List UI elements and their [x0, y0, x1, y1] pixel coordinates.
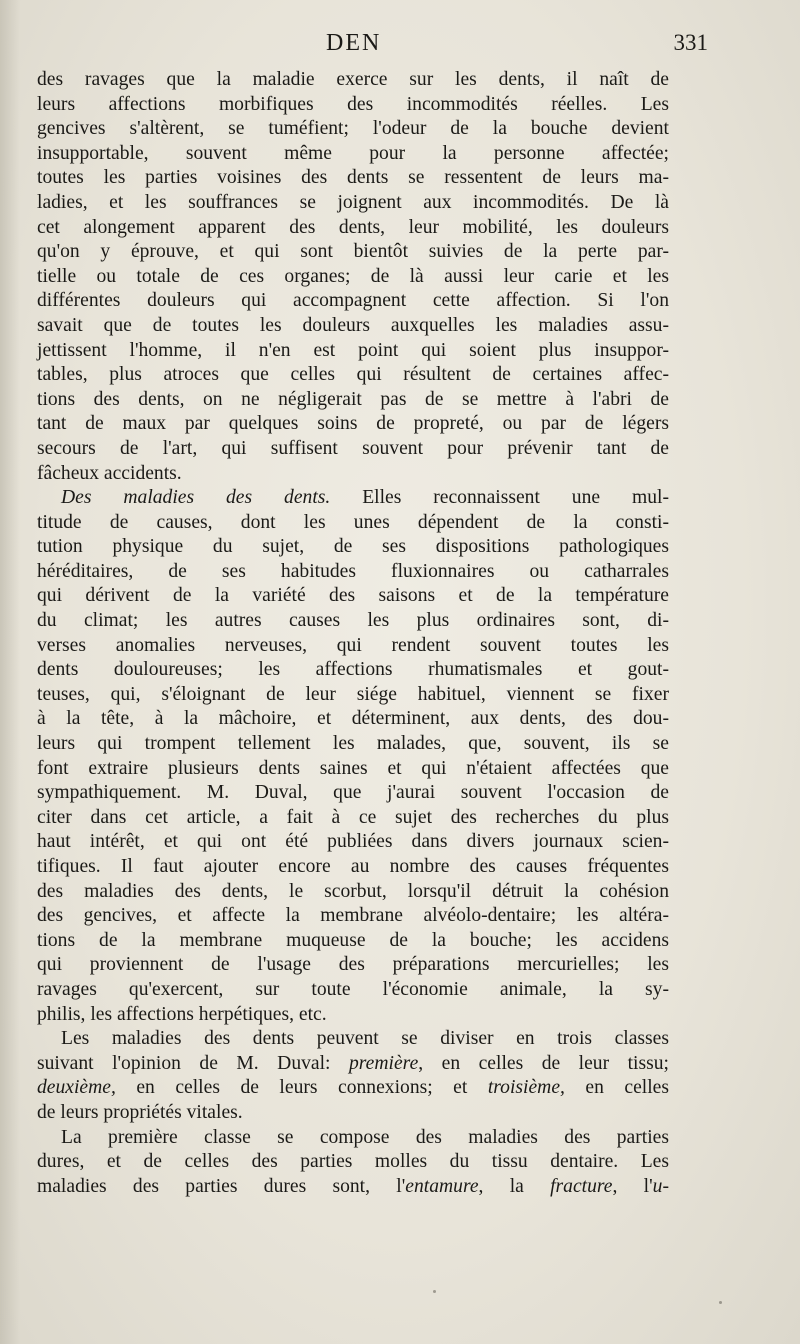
text-fragment: Elles reconnaissent une mul-: [330, 487, 669, 509]
text-line: ravages qu'exercent, sur toute l'économie animale, la sy-: [37, 978, 669, 1000]
text-line: tution physique du sujet, de ses dispositions pathologiques: [37, 536, 669, 558]
text-line: tions des dents, on ne négligerait pas de se mettre à l'abri de: [37, 388, 669, 410]
paragraph-4: [37, 1126, 669, 1200]
paragraph-3: [37, 1027, 669, 1125]
italic-term: deuxième,: [37, 1077, 116, 1099]
text-line: leurs affections morbifiques des incommodités réelles. Les: [37, 93, 669, 115]
text-fragment: suivant l'opinion de M. Duval:: [37, 1052, 349, 1074]
text-fragment: maladies des parties dures sont, l': [37, 1175, 406, 1197]
text-line: des ravages que la maladie exerce sur les dents, il naît de: [37, 69, 669, 90]
italic-term: entamure: [405, 1175, 479, 1197]
text-line: qui dérivent de la variété des saisons et de la température: [37, 585, 669, 607]
text-line: ladies, et les souffrances se joignent aux incommodités. De là: [37, 191, 669, 213]
page-number: 331: [673, 30, 708, 55]
text-line: dures, et de celles des parties molles du tissu dentaire. Les: [37, 1151, 669, 1173]
text-line: dents douloureuses; les affections rhumatismales et gout-: [37, 659, 669, 681]
paragraph-1: [37, 68, 669, 486]
text-line: titude de causes, dont les unes dépendent de la consti-: [37, 511, 669, 533]
text-line: des gencives, et affecte la membrane alvéolo-dentaire; les altéra-: [37, 905, 669, 927]
text-line: toutes les parties voisines des dents se ressentent de leurs ma-: [37, 167, 669, 189]
text-fragment: en celles de leurs connexions; et: [115, 1077, 488, 1099]
text-line: qui proviennent de l'usage des préparations mercurielles; les: [37, 954, 669, 976]
running-head: DEN: [326, 30, 382, 56]
text-fragment: , l': [612, 1175, 653, 1197]
text-line: savait que de toutes les douleurs auxquelles les maladies assu-: [37, 314, 669, 336]
text-line: jettissent l'homme, il n'en est point qui soient plus insuppor-: [37, 339, 669, 361]
text-line: tielle ou totale de ces organes; de là aussi leur carie et les: [37, 265, 669, 287]
paper-speck: [719, 1301, 722, 1304]
text-line: Les maladies des dents peuvent se diviser en trois classes: [61, 1028, 669, 1050]
text-line: teuses, qui, s'éloignant de leur siége habituel, viennent se fixer: [37, 683, 669, 705]
italic-term: troisième,: [487, 1077, 565, 1099]
text-line: [37, 1052, 669, 1077]
text-line: [37, 486, 669, 511]
text-line: cet alongement apparent des dents, leur mobilité, les douleurs: [37, 216, 669, 238]
text-line: verses anomalies nerveuses, qui rendent souvent toutes les: [37, 634, 669, 656]
text-line: secours de l'art, qui suffisent souvent pour prévenir tant de: [37, 437, 669, 459]
text-fragment: , la: [478, 1175, 551, 1197]
text-line: leurs qui trompent tellement les malades, que, souvent, ils se: [37, 733, 669, 755]
text-line: [37, 1175, 669, 1200]
text-line: La première classe se compose des maladies des parties: [61, 1126, 669, 1148]
text-line: haut intérêt, et qui ont été publiées dans divers journaux scien-: [37, 831, 669, 853]
text-line: citer dans cet article, a fait à ce sujet des recherches du plus: [37, 806, 669, 828]
text-line: gencives s'altèrent, se tuméfient; l'odeur de la bouche devient: [37, 118, 669, 140]
text-line: tables, plus atroces que celles qui résultent de certaines affec-: [37, 364, 669, 386]
text-line: à la tête, à la mâchoire, et déterminent, aux dents, des dou-: [37, 708, 669, 730]
text-line: font extraire plusieurs dents saines et qui n'étaient affectées que: [37, 757, 669, 779]
text-fragment: , en celles de leur tissu;: [418, 1052, 669, 1074]
text-line: différentes douleurs qui accompagnent cette affection. Si l'on: [37, 290, 669, 312]
text-line: [37, 1076, 669, 1101]
text-line: héréditaires, de ses habitudes fluxionnaires ou catharrales: [37, 560, 669, 582]
text-line: fâcheux accidents.: [37, 462, 182, 484]
italic-term: u-: [652, 1175, 669, 1197]
text-line: de leurs propriétés vitales.: [37, 1101, 243, 1123]
text-line: insupportable, souvent même pour la personne affectée;: [37, 142, 669, 164]
text-line: du climat; les autres causes les plus ordinaires sont, di-: [37, 610, 669, 632]
text-fragment: en celles: [564, 1077, 669, 1099]
text-line: philis, les affections herpétiques, etc.: [37, 1003, 327, 1025]
italic-term: fracture: [550, 1175, 613, 1197]
paragraph-2: [37, 486, 669, 1027]
italic-term: première: [348, 1052, 419, 1074]
text-line: des maladies des dents, le scorbut, lorsqu'il détruit la cohésion: [37, 880, 669, 902]
text-line: tant de maux par quelques soins de propreté, ou par de légers: [37, 413, 669, 435]
text-line: tions de la membrane muqueuse de la bouche; les accidens: [37, 929, 669, 951]
body-text: [37, 68, 669, 1199]
page-gutter-shadow: [0, 0, 20, 1344]
text-line: qu'on y éprouve, et qui sont bientôt suivies de la perte par-: [37, 241, 669, 263]
page-header: [36, 30, 708, 66]
text-line: tifiques. Il faut ajouter encore au nombre des causes fréquentes: [37, 856, 669, 877]
text-line: sympathiquement. M. Duval, que j'aurai souvent l'occasion de: [37, 782, 669, 804]
paper-speck: [433, 1290, 436, 1293]
section-heading-italic: Des maladies des dents.: [61, 487, 331, 509]
